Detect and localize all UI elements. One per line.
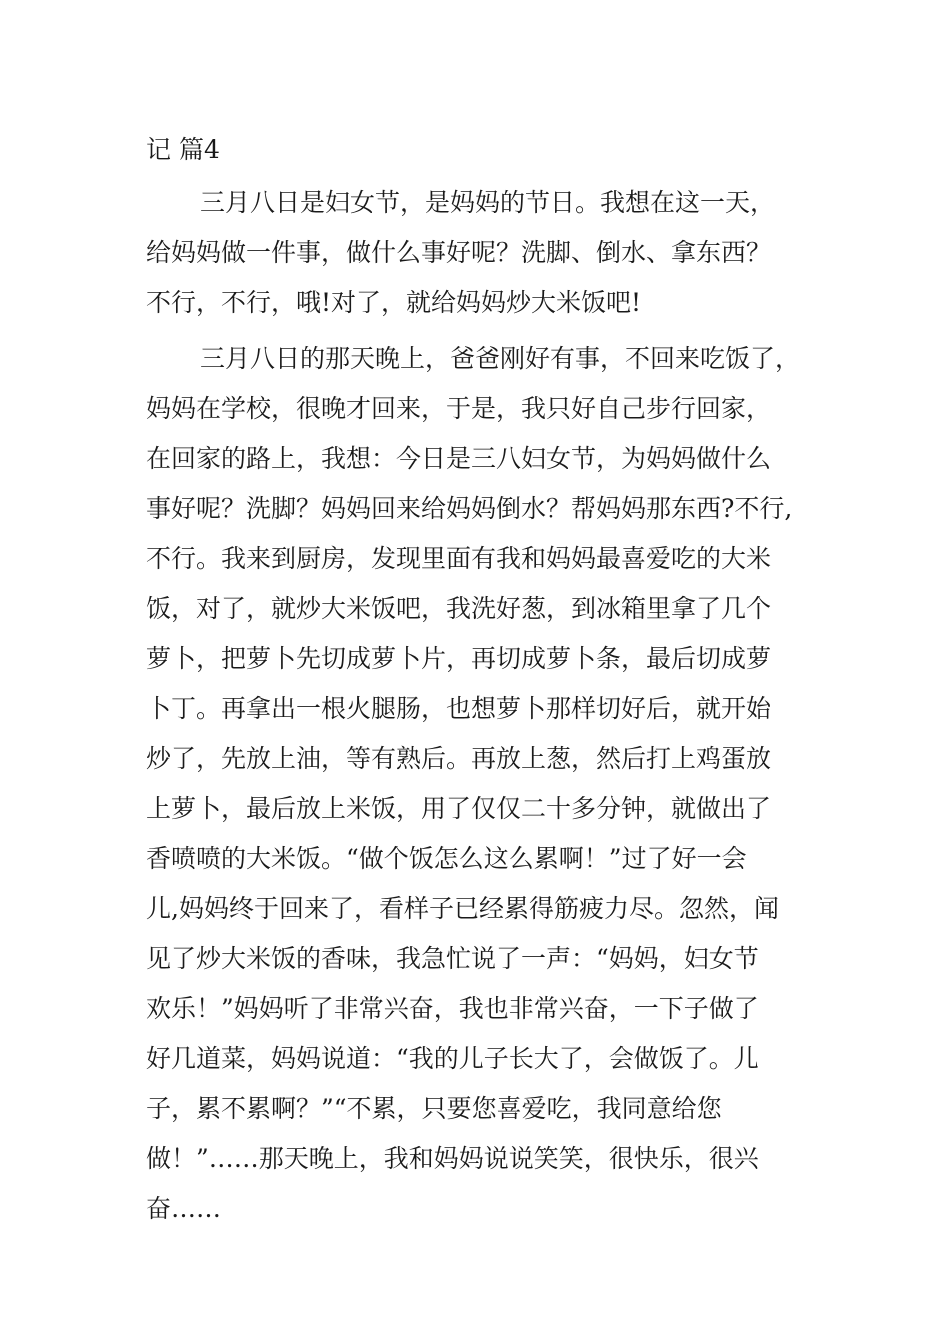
document-body (146, 128, 816, 1234)
text-line: 欢乐！”妈妈听了非常兴奋，我也非常兴奋，一下子做了 (146, 994, 759, 1023)
text-line: 不行。我来到厨房，发现里面有我和妈妈最喜爱吃的大米 (146, 544, 772, 573)
paragraph-1 (146, 178, 816, 328)
text-line: 给妈妈做一件事，做什么事好呢？洗脚、倒水、拿东西？ (146, 238, 772, 267)
text-line: 好几道菜，妈妈说道：“我的儿子长大了，会做饭了。儿 (146, 1044, 759, 1073)
text-line: 上萝卜，最后放上米饭，用了仅仅二十多分钟，就做出了 (146, 794, 772, 823)
text-line: 卜丁。再拿出一根火腿肠，也想萝卜那样切好后，就开始 (146, 694, 772, 723)
section-heading: 记 篇4 (146, 135, 220, 164)
text-line: 饭，对了，就炒大米饭吧，我洗好葱，到冰箱里拿了几个 (146, 594, 772, 623)
text-line: 在回家的路上，我想：今日是三八妇女节，为妈妈做什么 (146, 444, 772, 473)
text-line: 见了炒大米饭的香味，我急忙说了一声：“妈妈，妇女节 (146, 944, 759, 973)
text-line: 奋…… (146, 1194, 222, 1223)
text-line: 三月八日的那天晚上，爸爸刚好有事，不回来吃饭了， (200, 344, 801, 373)
text-line: 妈妈在学校，很晚才回来，于是，我只好自己步行回家， (146, 394, 772, 423)
text-line: 儿,妈妈终于回来了，看样子已经累得筋疲力尽。忽然，闻 (146, 894, 779, 923)
text-line: 做！”……那天晚上，我和妈妈说说笑笑，很快乐，很兴 (146, 1144, 759, 1173)
text-line: 炒了，先放上油，等有熟后。再放上葱，然后打上鸡蛋放 (146, 744, 772, 773)
text-line: 三月八日是妇女节，是妈妈的节日。我想在这一天， (200, 188, 776, 217)
text-line: 事好呢？洗脚？妈妈回来给妈妈倒水？帮妈妈那东西?不行, (146, 494, 793, 523)
text-line: 香喷喷的大米饭。“做个饭怎么这么累啊！”过了好一会 (146, 844, 747, 873)
text-line: 不行，不行，哦!对了，就给妈妈炒大米饭吧! (146, 288, 642, 317)
text-line: 子，累不累啊？”“不累，只要您喜爱吃，我同意给您 (146, 1094, 722, 1123)
paragraph-2 (146, 334, 816, 1234)
text-line: 萝卜，把萝卜先切成萝卜片，再切成萝卜条，最后切成萝 (146, 644, 772, 673)
